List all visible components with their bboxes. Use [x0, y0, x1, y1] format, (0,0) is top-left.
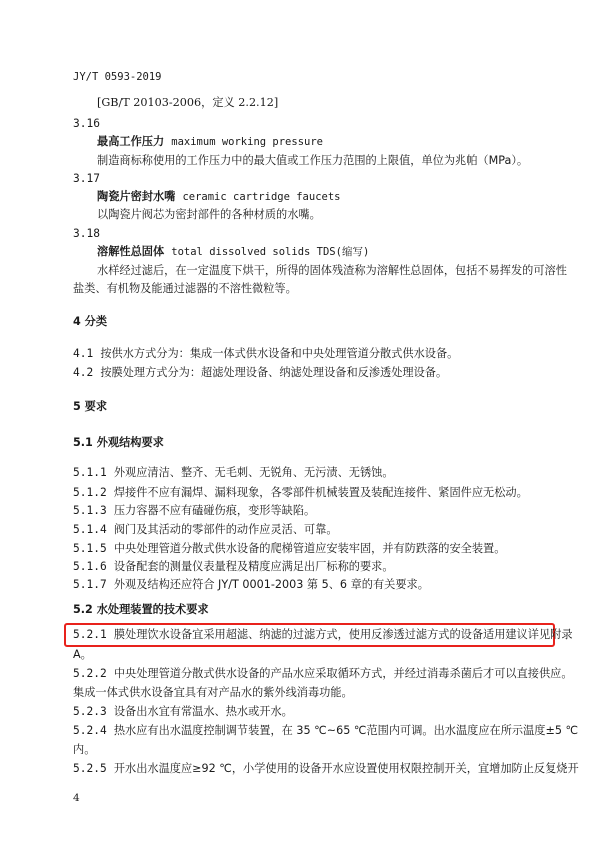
subsection-heading: 5.2 水处理装置的技术要求 [73, 603, 209, 616]
clause-text-cont: 集成一体式供水设备宜具有对产品水的紫外线消毒功能。 [73, 686, 353, 699]
clause-text: 设备出水宜有常温水、热水或开水。 [113, 705, 293, 718]
clause-item [73, 724, 578, 738]
clause-item-highlighted [73, 628, 573, 642]
term-cn: 最高工作压力 [97, 135, 165, 148]
term-en: total dissolved solids TDS(缩写) [171, 246, 370, 258]
clause-text: 焊接件不应有漏焊、漏料现象，各零部件机械装置及装配连接件、紧固件应无松动。 [113, 486, 528, 499]
clause-number: 5.1.5 [73, 542, 107, 555]
clause-number: 5.1.2 [73, 486, 107, 499]
clause-item [73, 504, 315, 518]
section-number: 3.17 [73, 172, 100, 185]
clause-number: 5.2.4 [73, 724, 107, 737]
clause-text: 设备配套的测量仪表量程及精度应满足出厂标称的要求。 [113, 560, 394, 573]
clause-item [73, 486, 528, 500]
section-number: 3.18 [73, 227, 100, 240]
term-cn: 溶解性总固体 [97, 245, 165, 258]
clause-text: 按供水方式分为：集成一体式供水设备和中央处理管道分散式供水设备。 [100, 347, 459, 360]
clause-text: 压力容器不应有磕碰伤痕，变形等缺陷。 [113, 504, 316, 517]
clause-item [73, 705, 293, 719]
clause-number: 5.1.6 [73, 560, 107, 573]
clause-number: 5.1.3 [73, 504, 107, 517]
clause-item [73, 466, 394, 480]
clause-text: 膜处理饮水设备宜采用超滤、纳滤的过滤方式，使用反渗透过滤方式的设备适用建议详见附录 [113, 628, 573, 641]
clause-text: 中央处理管道分散式供水设备的产品水应采取循环方式，并经过消毒杀菌后才可以直接供应。 [113, 667, 573, 680]
clause-item [73, 578, 429, 592]
clause-number: 5.2.5 [73, 762, 107, 775]
term-cn: 陶瓷片密封水嘴 [97, 190, 176, 203]
clause-number: 4.2 [73, 366, 94, 379]
clause-text: 阀门及其活动的零部件的动作应灵活、可靠。 [113, 523, 338, 536]
term-en: maximum working pressure [171, 136, 323, 148]
clause-item [73, 762, 579, 776]
clause-item [73, 542, 505, 556]
term-en: ceramic cartridge faucets [182, 191, 341, 203]
clause-text: 中央处理管道分散式供水设备的爬梯管道应安装牢固，并有防跌落的安全装置。 [113, 542, 506, 555]
clause-number: 4.1 [73, 347, 94, 360]
term-heading [97, 135, 323, 149]
clause-number: 5.2.3 [73, 705, 107, 718]
clause-text: 外观应清洁、整齐、无毛刺、无锐角、无污渍、无锈蚀。 [113, 466, 394, 479]
clause-item [73, 347, 458, 361]
subsection-heading: 5.1 外观结构要求 [73, 436, 164, 449]
clause-text: 热水应有出水温度控制调节装置，在 35 ℃~65 ℃范围内可调。出水温度应在所示温度±5 ℃ [113, 724, 579, 737]
clause-number: 5.1.7 [73, 578, 107, 591]
section-heading: 5 要求 [73, 400, 108, 413]
page-number: 4 [73, 792, 80, 804]
term-definition-cont: 盐类、有机物及能通过滤器的不溶性微粒等。 [73, 282, 297, 295]
term-heading [97, 190, 341, 204]
clause-item [73, 523, 338, 537]
clause-number: 5.2.1 [73, 628, 107, 641]
section-number: 3.16 [73, 117, 100, 130]
clause-text: 外观及结构还应符合 JY/T 0001-2003 第 5、6 章的有关要求。 [113, 578, 429, 591]
clause-number: 5.1.4 [73, 523, 107, 536]
clause-text-cont: 内。 [73, 743, 96, 756]
section-heading: 4 分类 [73, 315, 108, 328]
clause-item [73, 667, 573, 681]
clause-text-cont: A。 [73, 648, 92, 661]
clause-number: 5.2.2 [73, 667, 107, 680]
term-definition: 以陶瓷片阀芯为密封部件的各种材质的水嘴。 [97, 208, 321, 221]
clause-number: 5.1.1 [73, 466, 107, 479]
term-definition: 制造商标称使用的工作压力中的最大值或工作压力范围的上限值，单位为兆帕（MPa）。 [97, 154, 529, 167]
clause-item [73, 560, 394, 574]
document-header: JY/T 0593-2019 [73, 71, 162, 83]
clause-item [73, 366, 447, 380]
term-heading [97, 245, 369, 259]
term-definition: 水样经过滤后，在一定温度下烘干，所得的固体残渣称为溶解性总固体，包括不易挥发的可溶性 [97, 264, 567, 277]
clause-text: 开水出水温度应≥92 ℃，小学使用的设备开水应设置使用权限控制开关，宜增加防止反复烧开 [113, 762, 579, 775]
clause-text: 按膜处理方式分为：超滤处理设备、纳滤处理设备和反渗透处理设备。 [100, 366, 448, 379]
reference-citation: [GB/T 20103-2006，定义 2.2.12] [97, 96, 279, 109]
